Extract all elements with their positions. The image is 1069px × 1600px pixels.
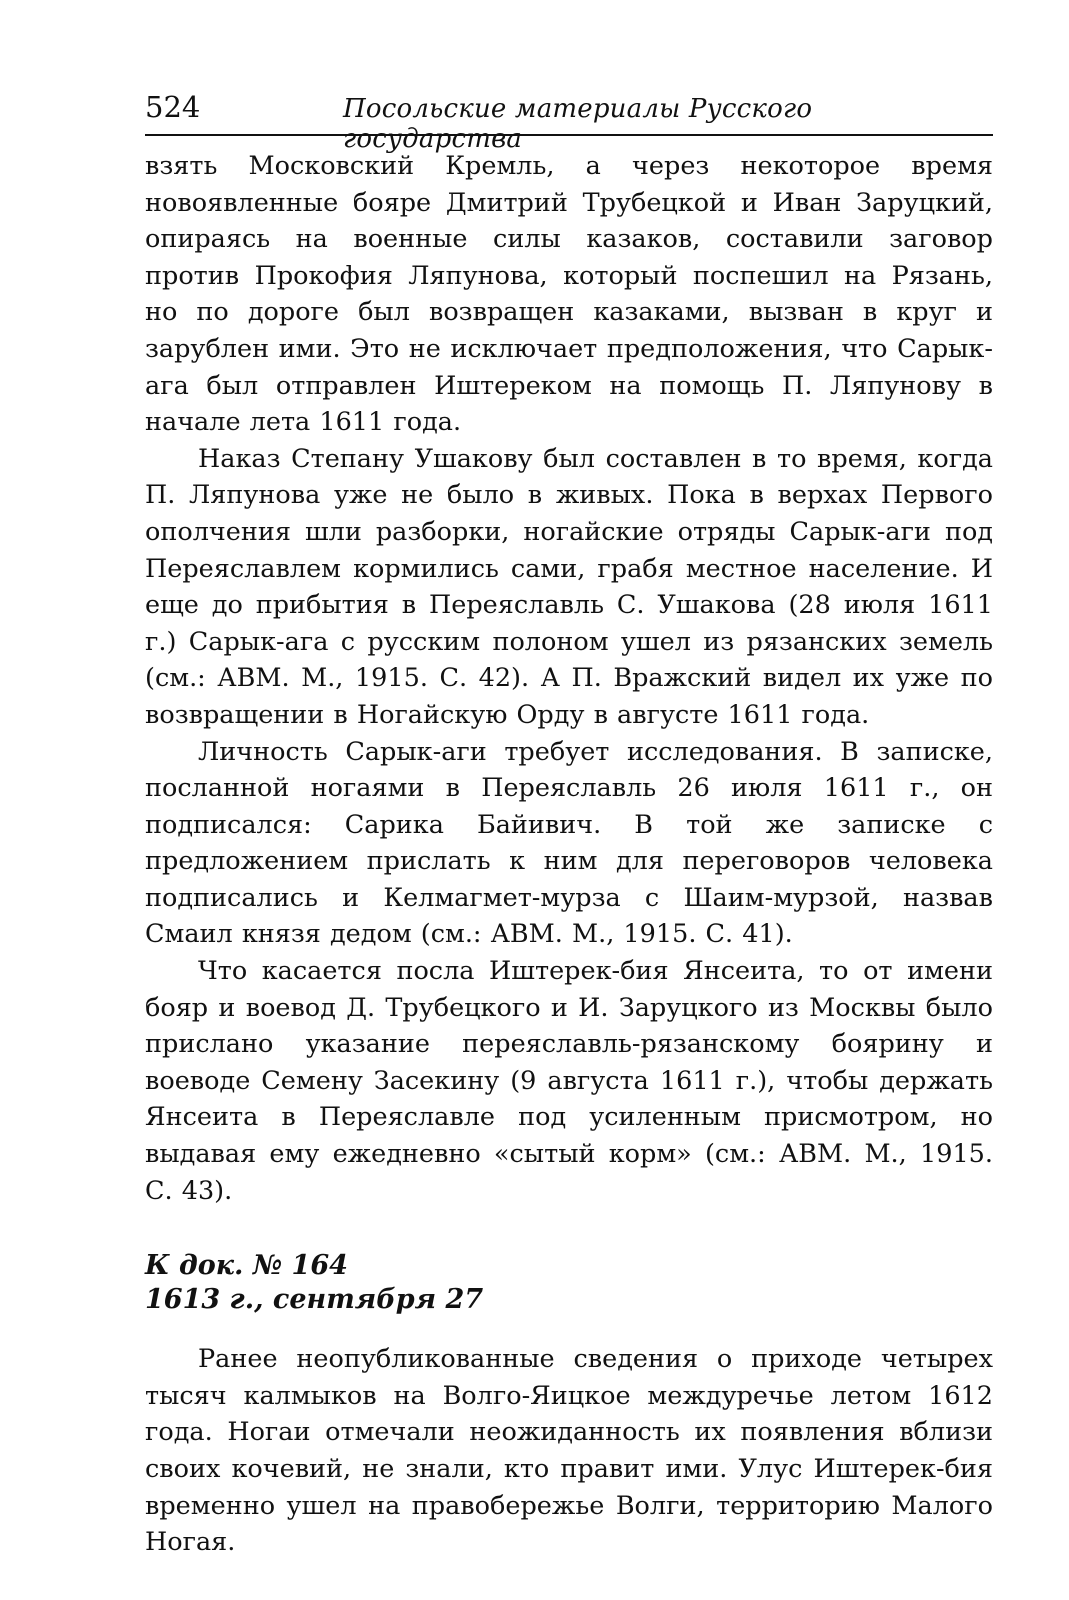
paragraph-continuation: взять Московский Кремль, а через некоторое время новоявленные бояре Дмитрий Трубецкой и Иван Заруцкий, опираясь на военные силы казаков, составили заговор против Прокофия Ляпунова, который поспешил на Рязань, но по дороге был возвращен казаками, вызван в круг и зарублен ими. Это не исключает предположения, что Сарык-ага был отправлен Иштереком на помощь П. Ляпунову в начале лета 1611 года. — [145, 151, 993, 438]
book-page — [145, 90, 993, 1561]
running-title: Посольские материалы Русского государства — [343, 94, 813, 154]
paragraph-yanseit: Что касается посла Иштерек-бия Янсеита, то от имени бояр и воевод Д. Трубецкого и И. Заруцкого из Москвы было прислано указание переяславль-рязанскому боярину и воеводе Семену Засекину (9 августа 1611 г.), чтобы держать Янсеита в Переяславле под усиленным присмотром, но выдавая ему ежедневно «сытый корм» (см.: АВМ. М., 1915. С. 43). — [145, 956, 993, 1206]
page-number: 524 — [145, 90, 201, 124]
paragraph-saryk-aga: Личность Сарык-аги требует исследования. В записке, посланной ногаями в Переяславль 26 июля 1611 г., он подписался: Сарика Байивич. В той же записке с предложением прислать к ним для переговоров человека подписались и Келмагмет-мурза с Шаим-мурзой, назвав Смаил князя дедом (см.: АВМ. М., 1915. С. 41). — [145, 736, 993, 950]
section-heading — [145, 1249, 993, 1317]
paragraph-ushakov-order: Наказ Степану Ушакову был составлен в то время, когда П. Ляпунова уже не было в живых. Пока в верхах Первого ополчения шли разборки, ногайские отряды Сарык-аги под Переяславлем кормились сами, грабя местное население. И еще до прибытия в Переяславль С. Ушакова (28 июля 1611 г.) Сарык-ага с русским полоном ушел из рязанских земель (см.: АВМ. М., 1915. С. 42). А П. Вражский видел их уже по возвращении в Ногайскую Орду в августе 1611 года. — [145, 443, 993, 730]
section-heading-doc: К док. № 164 — [145, 1250, 348, 1282]
body-text — [145, 148, 993, 1209]
section-heading-date: 1613 г., сентября 27 — [145, 1284, 484, 1316]
running-head — [145, 90, 993, 154]
paragraph-kalmyks: Ранее неопубликованные сведения о приходе четырех тысяч калмыков на Волго-Яицкое междуречье летом 1612 года. Ногаи отмечали неожиданность их появления вблизи своих кочевий, не знали, кто правит ими. Улус Иштерек-бия временно ушел на правобережье Волги, территорию Малого Ногая. — [145, 1344, 993, 1558]
